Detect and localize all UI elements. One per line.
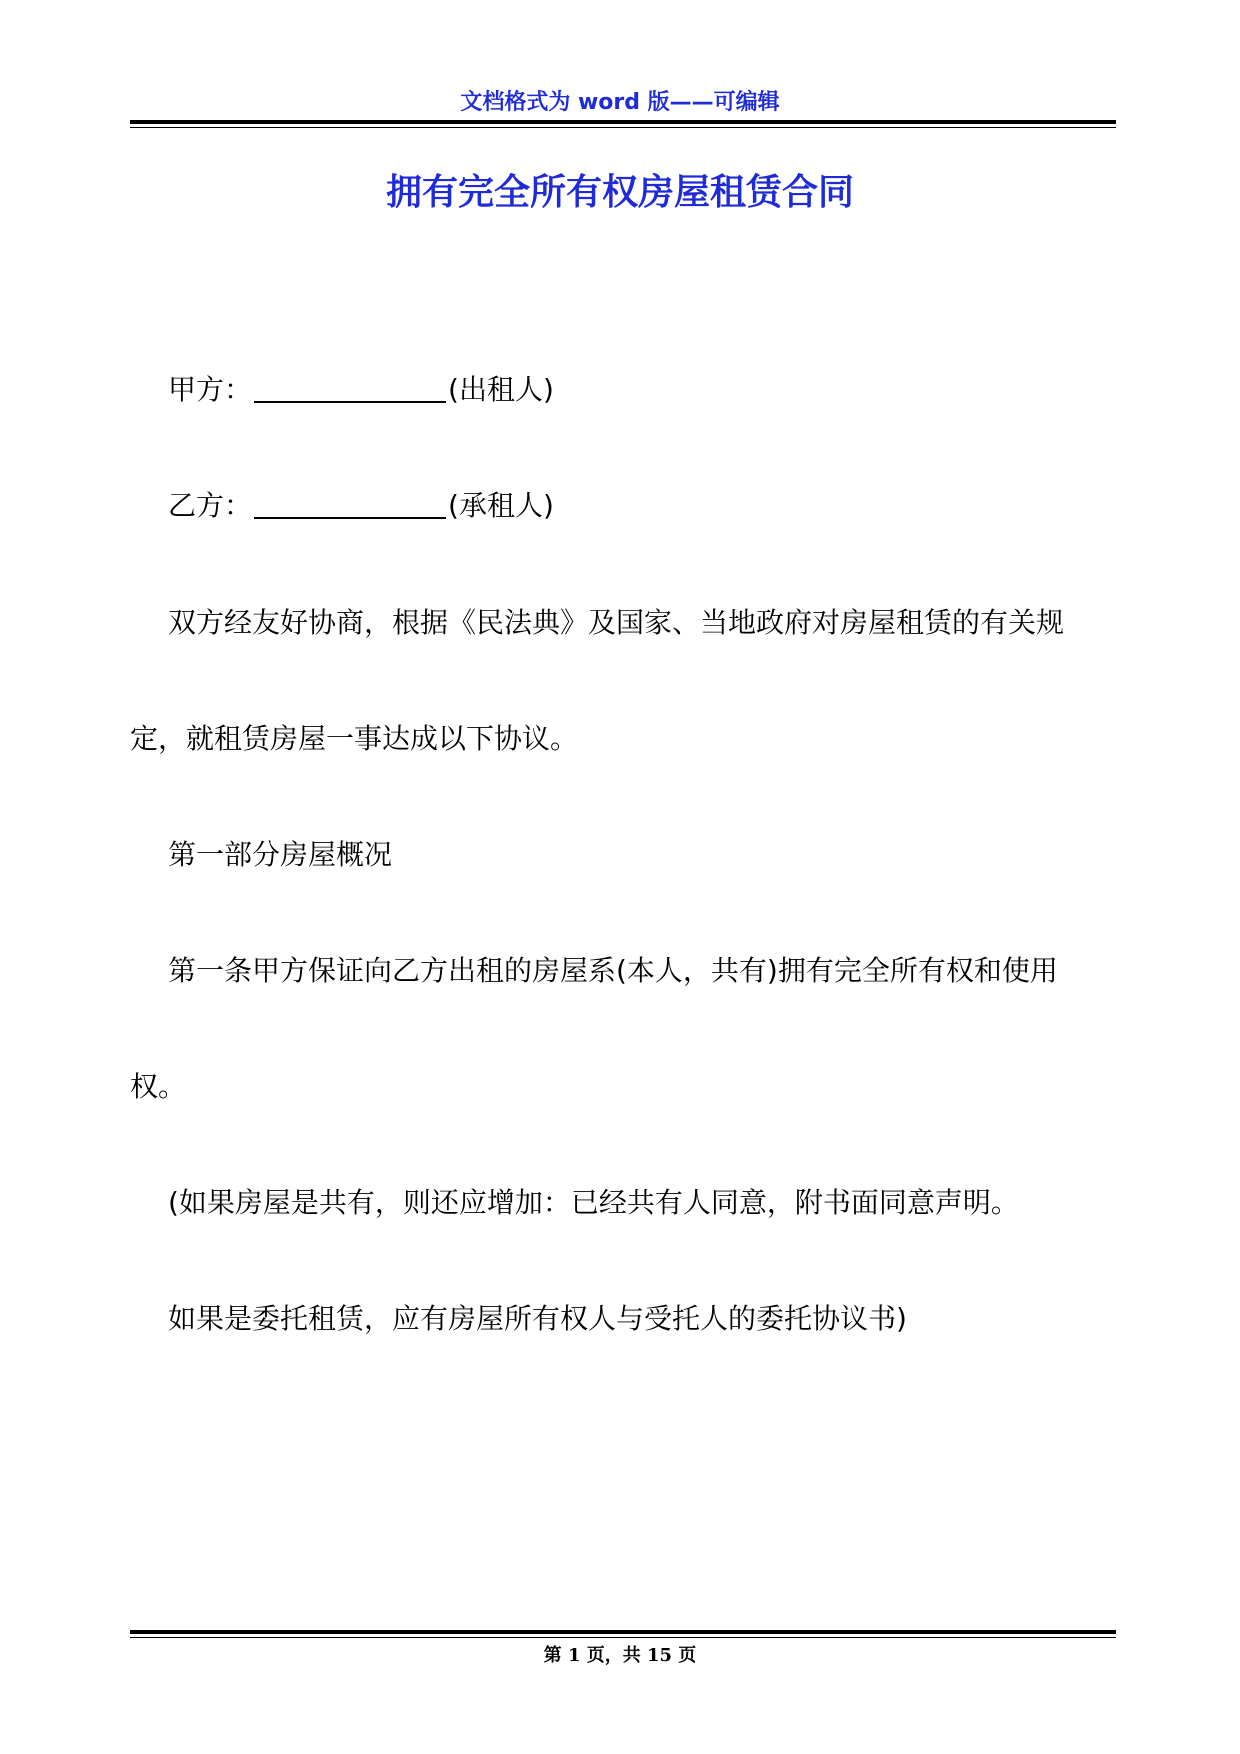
party-a-role: (出租人) [448, 373, 554, 406]
party-b-line [168, 486, 554, 526]
paragraph-line-5: 权。 [130, 1070, 187, 1103]
footer-rule-thin [130, 1637, 1116, 1638]
header-rule-thin [130, 127, 1116, 128]
header-note: 文档格式为 word 版——可编辑 [460, 90, 780, 115]
paragraph-line-4: 第一条甲方保证向乙方出租的房屋系(本人，共有)拥有完全所有权和使用 [168, 954, 1058, 987]
paragraph-line-2: 定，就租赁房屋一事达成以下协议。 [130, 722, 579, 755]
paragraph-line-6: (如果房屋是共有，则还应增加：已经共有人同意，附书面同意声明。 [168, 1186, 1019, 1219]
paragraph-line-7: 如果是委托租赁，应有房屋所有权人与受托人的委托协议书) [168, 1302, 907, 1335]
party-b-blank [254, 487, 446, 519]
document-title: 拥有完全所有权房屋租赁合同 [385, 172, 854, 213]
party-b-label: 乙方： [168, 489, 253, 522]
party-a-label: 甲方： [168, 373, 253, 406]
party-a-blank [254, 371, 446, 403]
header-rule-thick [130, 120, 1116, 124]
party-a-line [168, 370, 554, 410]
footer-rule-thick [130, 1630, 1116, 1634]
page-number: 第 1 页，共 15 页 [543, 1645, 697, 1666]
section-heading: 第一部分房屋概况 [168, 838, 393, 871]
party-b-role: (承租人) [448, 489, 554, 522]
paragraph-line-1: 双方经友好协商，根据《民法典》及国家、当地政府对房屋租赁的有关规 [168, 606, 1065, 639]
